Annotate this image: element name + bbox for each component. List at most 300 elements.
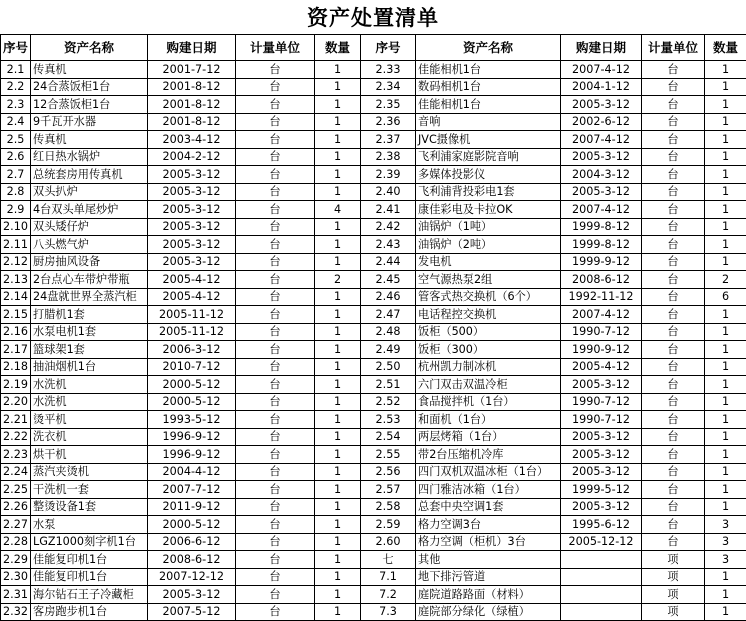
unit-cell: 项 xyxy=(642,603,705,621)
asset-name-cell: 双头扒炉 xyxy=(31,183,148,201)
unit-cell: 台 xyxy=(236,131,315,149)
table-row xyxy=(1,463,746,481)
table-row xyxy=(1,393,746,411)
asset-name-cell: 24合蒸饭柜1台 xyxy=(31,78,148,96)
serial-cell: 2.55 xyxy=(361,446,416,464)
purchase-date-cell: 2005-4-12 xyxy=(561,358,642,376)
serial-cell: 2.5 xyxy=(1,131,31,149)
quantity-cell: 1 xyxy=(315,113,361,131)
serial-cell: 2.37 xyxy=(361,131,416,149)
unit-cell: 台 xyxy=(236,183,315,201)
quantity-cell: 1 xyxy=(705,603,746,621)
serial-cell: 2.21 xyxy=(1,411,31,429)
table-row xyxy=(1,358,746,376)
serial-cell: 2.35 xyxy=(361,96,416,114)
quantity-cell: 1 xyxy=(315,586,361,604)
purchase-date-cell: 2007-4-12 xyxy=(561,61,642,79)
serial-cell: 2.2 xyxy=(1,78,31,96)
serial-cell: 2.24 xyxy=(1,463,31,481)
quantity-cell: 1 xyxy=(315,183,361,201)
asset-name-cell: 客房跑步机1台 xyxy=(31,603,148,621)
header-cell: 数量 xyxy=(315,35,361,61)
unit-cell: 台 xyxy=(642,498,705,516)
quantity-cell: 1 xyxy=(315,306,361,324)
asset-name-cell: 总统套房用传真机 xyxy=(31,166,148,184)
header-cell: 购建日期 xyxy=(561,35,642,61)
unit-cell: 台 xyxy=(642,236,705,254)
purchase-date-cell: 1993-5-12 xyxy=(148,411,236,429)
unit-cell: 台 xyxy=(642,201,705,219)
purchase-date-cell: 2005-3-12 xyxy=(561,376,642,394)
serial-cell: 2.1 xyxy=(1,61,31,79)
unit-cell: 台 xyxy=(236,586,315,604)
table-row xyxy=(1,586,746,604)
purchase-date-cell xyxy=(561,551,642,569)
purchase-date-cell: 2007-7-12 xyxy=(148,481,236,499)
purchase-date-cell: 2004-3-12 xyxy=(561,166,642,184)
unit-cell: 台 xyxy=(642,376,705,394)
unit-cell: 台 xyxy=(236,411,315,429)
asset-name-cell: 烫平机 xyxy=(31,411,148,429)
quantity-cell: 1 xyxy=(315,323,361,341)
quantity-cell: 1 xyxy=(705,61,746,79)
quantity-cell: 1 xyxy=(315,61,361,79)
purchase-date-cell: 2011-9-12 xyxy=(148,498,236,516)
quantity-cell: 1 xyxy=(705,306,746,324)
serial-cell: 2.39 xyxy=(361,166,416,184)
quantity-cell: 1 xyxy=(705,393,746,411)
unit-cell: 台 xyxy=(642,271,705,289)
asset-name-cell: 油锅炉（1吨） xyxy=(416,218,561,236)
table-row xyxy=(1,516,746,534)
serial-cell: 7.3 xyxy=(361,603,416,621)
purchase-date-cell: 2005-3-12 xyxy=(561,428,642,446)
quantity-cell: 1 xyxy=(315,253,361,271)
purchase-date-cell: 2007-4-12 xyxy=(561,131,642,149)
asset-name-cell: 抽油烟机1台 xyxy=(31,358,148,376)
table-row xyxy=(1,411,746,429)
quantity-cell: 2 xyxy=(705,271,746,289)
table-row xyxy=(1,568,746,586)
unit-cell: 台 xyxy=(642,131,705,149)
serial-cell: 2.26 xyxy=(1,498,31,516)
unit-cell: 台 xyxy=(236,218,315,236)
asset-name-cell: 杭州凯力制冰机 xyxy=(416,358,561,376)
asset-name-cell: 整烫设备1套 xyxy=(31,498,148,516)
asset-name-cell: 多媒体投影仪 xyxy=(416,166,561,184)
asset-name-cell: 空气源热泵2组 xyxy=(416,271,561,289)
asset-name-cell: 蒸汽夹烫机 xyxy=(31,463,148,481)
purchase-date-cell: 2004-1-12 xyxy=(561,78,642,96)
table-row xyxy=(1,271,746,289)
asset-name-cell: 水泵 xyxy=(31,516,148,534)
purchase-date-cell: 2007-4-12 xyxy=(561,201,642,219)
purchase-date-cell: 1992-11-12 xyxy=(561,288,642,306)
quantity-cell: 1 xyxy=(705,323,746,341)
unit-cell: 台 xyxy=(236,271,315,289)
asset-name-cell: 地下排污管道 xyxy=(416,568,561,586)
quantity-cell: 1 xyxy=(705,341,746,359)
quantity-cell: 1 xyxy=(315,533,361,551)
purchase-date-cell: 2005-12-12 xyxy=(561,533,642,551)
serial-cell: 2.51 xyxy=(361,376,416,394)
quantity-cell: 1 xyxy=(315,463,361,481)
purchase-date-cell: 2000-5-12 xyxy=(148,393,236,411)
unit-cell: 台 xyxy=(642,428,705,446)
asset-name-cell: 双头矮仔炉 xyxy=(31,218,148,236)
asset-name-cell: 佳能相机1台 xyxy=(416,61,561,79)
quantity-cell: 1 xyxy=(705,131,746,149)
unit-cell: 台 xyxy=(236,603,315,621)
unit-cell: 台 xyxy=(236,236,315,254)
asset-name-cell: 两层烤箱（1台） xyxy=(416,428,561,446)
serial-cell: 2.22 xyxy=(1,428,31,446)
purchase-date-cell: 2008-6-12 xyxy=(561,271,642,289)
asset-name-cell: LGZ1000刻字机1台 xyxy=(31,533,148,551)
serial-cell: 2.11 xyxy=(1,236,31,254)
quantity-cell: 1 xyxy=(705,78,746,96)
quantity-cell: 2 xyxy=(315,271,361,289)
serial-cell: 2.19 xyxy=(1,376,31,394)
asset-name-cell: 飞利浦家庭影院音响 xyxy=(416,148,561,166)
serial-cell: 2.38 xyxy=(361,148,416,166)
purchase-date-cell: 2006-6-12 xyxy=(148,533,236,551)
table-row xyxy=(1,428,746,446)
table-row xyxy=(1,131,746,149)
asset-name-cell: 油锅炉（2吨） xyxy=(416,236,561,254)
unit-cell: 项 xyxy=(642,551,705,569)
table-row xyxy=(1,341,746,359)
purchase-date-cell: 2001-8-12 xyxy=(148,113,236,131)
unit-cell: 台 xyxy=(236,516,315,534)
serial-cell: 2.10 xyxy=(1,218,31,236)
asset-name-cell: 食品搅拌机（1台） xyxy=(416,393,561,411)
purchase-date-cell: 1999-8-12 xyxy=(561,236,642,254)
quantity-cell: 1 xyxy=(315,498,361,516)
table-row xyxy=(1,551,746,569)
quantity-cell: 1 xyxy=(315,551,361,569)
serial-cell: 2.47 xyxy=(361,306,416,324)
purchase-date-cell: 2005-3-12 xyxy=(148,201,236,219)
asset-name-cell: 总套中央空调1套 xyxy=(416,498,561,516)
purchase-date-cell: 1995-6-12 xyxy=(561,516,642,534)
purchase-date-cell: 2001-8-12 xyxy=(148,78,236,96)
quantity-cell: 1 xyxy=(315,446,361,464)
quantity-cell: 1 xyxy=(705,411,746,429)
header-cell: 序号 xyxy=(1,35,31,61)
purchase-date-cell: 2003-4-12 xyxy=(148,131,236,149)
unit-cell: 台 xyxy=(642,446,705,464)
asset-name-cell: 洗衣机 xyxy=(31,428,148,446)
purchase-date-cell: 2001-8-12 xyxy=(148,96,236,114)
purchase-date-cell: 2005-3-12 xyxy=(561,446,642,464)
purchase-date-cell: 2007-5-12 xyxy=(148,603,236,621)
purchase-date-cell: 2005-11-12 xyxy=(148,306,236,324)
unit-cell: 台 xyxy=(642,463,705,481)
purchase-date-cell: 2007-4-12 xyxy=(561,306,642,324)
quantity-cell: 1 xyxy=(315,481,361,499)
serial-cell: 2.34 xyxy=(361,78,416,96)
serial-cell: 2.46 xyxy=(361,288,416,306)
unit-cell: 台 xyxy=(236,533,315,551)
asset-name-cell: 带2台压缩机冷库 xyxy=(416,446,561,464)
unit-cell: 台 xyxy=(236,78,315,96)
asset-name-cell: 八头燃气炉 xyxy=(31,236,148,254)
asset-name-cell: 管客式热交换机（6个） xyxy=(416,288,561,306)
unit-cell: 台 xyxy=(236,201,315,219)
purchase-date-cell: 2005-3-12 xyxy=(561,498,642,516)
quantity-cell: 1 xyxy=(315,376,361,394)
unit-cell: 台 xyxy=(642,166,705,184)
quantity-cell: 1 xyxy=(705,113,746,131)
serial-cell: 2.42 xyxy=(361,218,416,236)
purchase-date-cell: 2005-3-12 xyxy=(561,148,642,166)
asset-name-cell: JVC摄像机 xyxy=(416,131,561,149)
unit-cell: 台 xyxy=(236,323,315,341)
quantity-cell: 1 xyxy=(315,166,361,184)
unit-cell: 台 xyxy=(236,376,315,394)
serial-cell: 7.2 xyxy=(361,586,416,604)
serial-cell: 2.27 xyxy=(1,516,31,534)
unit-cell: 台 xyxy=(642,516,705,534)
unit-cell: 台 xyxy=(642,253,705,271)
table-row xyxy=(1,218,746,236)
unit-cell: 台 xyxy=(642,533,705,551)
unit-cell: 台 xyxy=(236,288,315,306)
asset-name-cell: 格力空调（柜机）3台 xyxy=(416,533,561,551)
asset-name-cell: 传真机 xyxy=(31,131,148,149)
unit-cell: 台 xyxy=(236,113,315,131)
quantity-cell: 1 xyxy=(705,166,746,184)
purchase-date-cell: 2005-3-12 xyxy=(561,96,642,114)
unit-cell: 台 xyxy=(642,393,705,411)
unit-cell: 台 xyxy=(642,411,705,429)
quantity-cell: 1 xyxy=(705,201,746,219)
serial-cell: 2.52 xyxy=(361,393,416,411)
unit-cell: 台 xyxy=(642,358,705,376)
header-cell: 序号 xyxy=(361,35,416,61)
asset-name-cell: 电话程控交换机 xyxy=(416,306,561,324)
table-row xyxy=(1,236,746,254)
asset-name-cell: 水洗机 xyxy=(31,393,148,411)
asset-name-cell: 其他 xyxy=(416,551,561,569)
serial-cell: 2.59 xyxy=(361,516,416,534)
table-row xyxy=(1,113,746,131)
purchase-date-cell: 2004-2-12 xyxy=(148,148,236,166)
asset-name-cell: 4台双头单尾炒炉 xyxy=(31,201,148,219)
asset-name-cell: 打腊机1套 xyxy=(31,306,148,324)
asset-name-cell: 佳能复印机1台 xyxy=(31,568,148,586)
serial-cell: 2.41 xyxy=(361,201,416,219)
serial-cell: 7.1 xyxy=(361,568,416,586)
unit-cell: 台 xyxy=(642,78,705,96)
quantity-cell: 1 xyxy=(705,218,746,236)
quantity-cell: 1 xyxy=(705,236,746,254)
purchase-date-cell: 1999-9-12 xyxy=(561,253,642,271)
table-row xyxy=(1,603,746,621)
table-row xyxy=(1,253,746,271)
asset-table xyxy=(0,34,746,621)
unit-cell: 台 xyxy=(236,551,315,569)
serial-cell: 2.54 xyxy=(361,428,416,446)
unit-cell: 台 xyxy=(236,96,315,114)
serial-cell: 2.50 xyxy=(361,358,416,376)
purchase-date-cell: 1990-7-12 xyxy=(561,323,642,341)
quantity-cell: 1 xyxy=(315,218,361,236)
quantity-cell: 1 xyxy=(705,148,746,166)
purchase-date-cell: 1996-9-12 xyxy=(148,446,236,464)
unit-cell: 台 xyxy=(642,148,705,166)
quantity-cell: 4 xyxy=(315,201,361,219)
serial-cell: 2.23 xyxy=(1,446,31,464)
header-row xyxy=(1,35,746,61)
quantity-cell: 1 xyxy=(315,78,361,96)
serial-cell: 2.43 xyxy=(361,236,416,254)
serial-cell: 2.7 xyxy=(1,166,31,184)
serial-cell: 2.30 xyxy=(1,568,31,586)
asset-name-cell: 音响 xyxy=(416,113,561,131)
quantity-cell: 1 xyxy=(315,603,361,621)
quantity-cell: 1 xyxy=(705,568,746,586)
table-row xyxy=(1,61,746,79)
table-row xyxy=(1,183,746,201)
table-row xyxy=(1,148,746,166)
serial-cell: 2.3 xyxy=(1,96,31,114)
quantity-cell: 1 xyxy=(315,568,361,586)
asset-name-cell: 传真机 xyxy=(31,61,148,79)
asset-name-cell: 庭院道路路面（材料） xyxy=(416,586,561,604)
table-row xyxy=(1,306,746,324)
asset-name-cell: 12合蒸饭柜1台 xyxy=(31,96,148,114)
quantity-cell: 1 xyxy=(705,428,746,446)
asset-name-cell: 格力空调3台 xyxy=(416,516,561,534)
serial-cell: 2.49 xyxy=(361,341,416,359)
serial-cell: 2.33 xyxy=(361,61,416,79)
serial-cell: 2.44 xyxy=(361,253,416,271)
asset-name-cell: 海尔钻石王子冷藏柜 xyxy=(31,586,148,604)
purchase-date-cell: 1990-9-12 xyxy=(561,341,642,359)
serial-cell: 2.57 xyxy=(361,481,416,499)
asset-name-cell: 佳能复印机1台 xyxy=(31,551,148,569)
purchase-date-cell: 2005-3-12 xyxy=(148,218,236,236)
table-body xyxy=(1,61,746,621)
purchase-date-cell: 1999-8-12 xyxy=(561,218,642,236)
purchase-date-cell: 2005-3-12 xyxy=(148,183,236,201)
asset-name-cell: 厨房抽风设备 xyxy=(31,253,148,271)
purchase-date-cell: 2005-3-12 xyxy=(561,183,642,201)
purchase-date-cell: 1990-7-12 xyxy=(561,393,642,411)
asset-name-cell: 四门双机双温冰柜（1台） xyxy=(416,463,561,481)
purchase-date-cell xyxy=(561,603,642,621)
quantity-cell: 1 xyxy=(315,393,361,411)
unit-cell: 台 xyxy=(236,61,315,79)
purchase-date-cell: 2000-5-12 xyxy=(148,516,236,534)
header-cell: 计量单位 xyxy=(236,35,315,61)
asset-name-cell: 庭院部分绿化（绿植） xyxy=(416,603,561,621)
serial-cell: 2.58 xyxy=(361,498,416,516)
quantity-cell: 1 xyxy=(315,96,361,114)
serial-cell: 2.9 xyxy=(1,201,31,219)
unit-cell: 台 xyxy=(642,288,705,306)
purchase-date-cell: 2005-3-12 xyxy=(148,166,236,184)
purchase-date-cell: 2005-4-12 xyxy=(148,271,236,289)
serial-cell: 2.45 xyxy=(361,271,416,289)
serial-cell: 2.18 xyxy=(1,358,31,376)
quantity-cell: 1 xyxy=(705,586,746,604)
quantity-cell: 3 xyxy=(705,533,746,551)
unit-cell: 台 xyxy=(236,166,315,184)
quantity-cell: 1 xyxy=(315,236,361,254)
unit-cell: 台 xyxy=(642,61,705,79)
serial-cell: 2.40 xyxy=(361,183,416,201)
asset-name-cell: 发电机 xyxy=(416,253,561,271)
asset-name-cell: 和面机（1台） xyxy=(416,411,561,429)
unit-cell: 台 xyxy=(236,358,315,376)
quantity-cell: 1 xyxy=(705,498,746,516)
quantity-cell: 1 xyxy=(315,411,361,429)
table-row xyxy=(1,166,746,184)
serial-cell: 2.16 xyxy=(1,323,31,341)
header-cell: 资产名称 xyxy=(31,35,148,61)
header-cell: 购建日期 xyxy=(148,35,236,61)
purchase-date-cell: 2010-7-12 xyxy=(148,358,236,376)
purchase-date-cell: 1996-9-12 xyxy=(148,428,236,446)
header-cell: 资产名称 xyxy=(416,35,561,61)
quantity-cell: 1 xyxy=(705,358,746,376)
serial-cell: 2.25 xyxy=(1,481,31,499)
table-row xyxy=(1,376,746,394)
purchase-date-cell xyxy=(561,568,642,586)
asset-name-cell: 饭柜（300） xyxy=(416,341,561,359)
purchase-date-cell: 2005-4-12 xyxy=(148,288,236,306)
unit-cell: 台 xyxy=(642,481,705,499)
purchase-date-cell: 2005-11-12 xyxy=(148,323,236,341)
asset-name-cell: 四门雅洁冰箱（1台） xyxy=(416,481,561,499)
unit-cell: 台 xyxy=(642,323,705,341)
asset-name-cell: 水泵电机1套 xyxy=(31,323,148,341)
purchase-date-cell: 2005-3-12 xyxy=(148,236,236,254)
asset-name-cell: 红日热水锅炉 xyxy=(31,148,148,166)
table-row xyxy=(1,533,746,551)
table-row xyxy=(1,96,746,114)
asset-name-cell: 六门双击双温冷柜 xyxy=(416,376,561,394)
unit-cell: 台 xyxy=(236,148,315,166)
page-title: 资产处置清单 xyxy=(0,0,746,34)
purchase-date-cell: 2004-4-12 xyxy=(148,463,236,481)
quantity-cell: 3 xyxy=(705,551,746,569)
unit-cell: 台 xyxy=(642,96,705,114)
purchase-date-cell: 1990-7-12 xyxy=(561,411,642,429)
purchase-date-cell: 1999-5-12 xyxy=(561,481,642,499)
serial-cell: 2.13 xyxy=(1,271,31,289)
purchase-date-cell: 2005-3-12 xyxy=(148,586,236,604)
unit-cell: 项 xyxy=(642,586,705,604)
serial-cell: 2.14 xyxy=(1,288,31,306)
quantity-cell: 1 xyxy=(315,288,361,306)
header-cell: 数量 xyxy=(705,35,746,61)
table-row xyxy=(1,78,746,96)
unit-cell: 台 xyxy=(642,306,705,324)
table-row xyxy=(1,481,746,499)
unit-cell: 项 xyxy=(642,568,705,586)
quantity-cell: 1 xyxy=(705,253,746,271)
quantity-cell: 1 xyxy=(705,96,746,114)
serial-cell: 2.31 xyxy=(1,586,31,604)
asset-name-cell: 烘干机 xyxy=(31,446,148,464)
quantity-cell: 3 xyxy=(705,516,746,534)
table-row xyxy=(1,323,746,341)
header-cell: 计量单位 xyxy=(642,35,705,61)
